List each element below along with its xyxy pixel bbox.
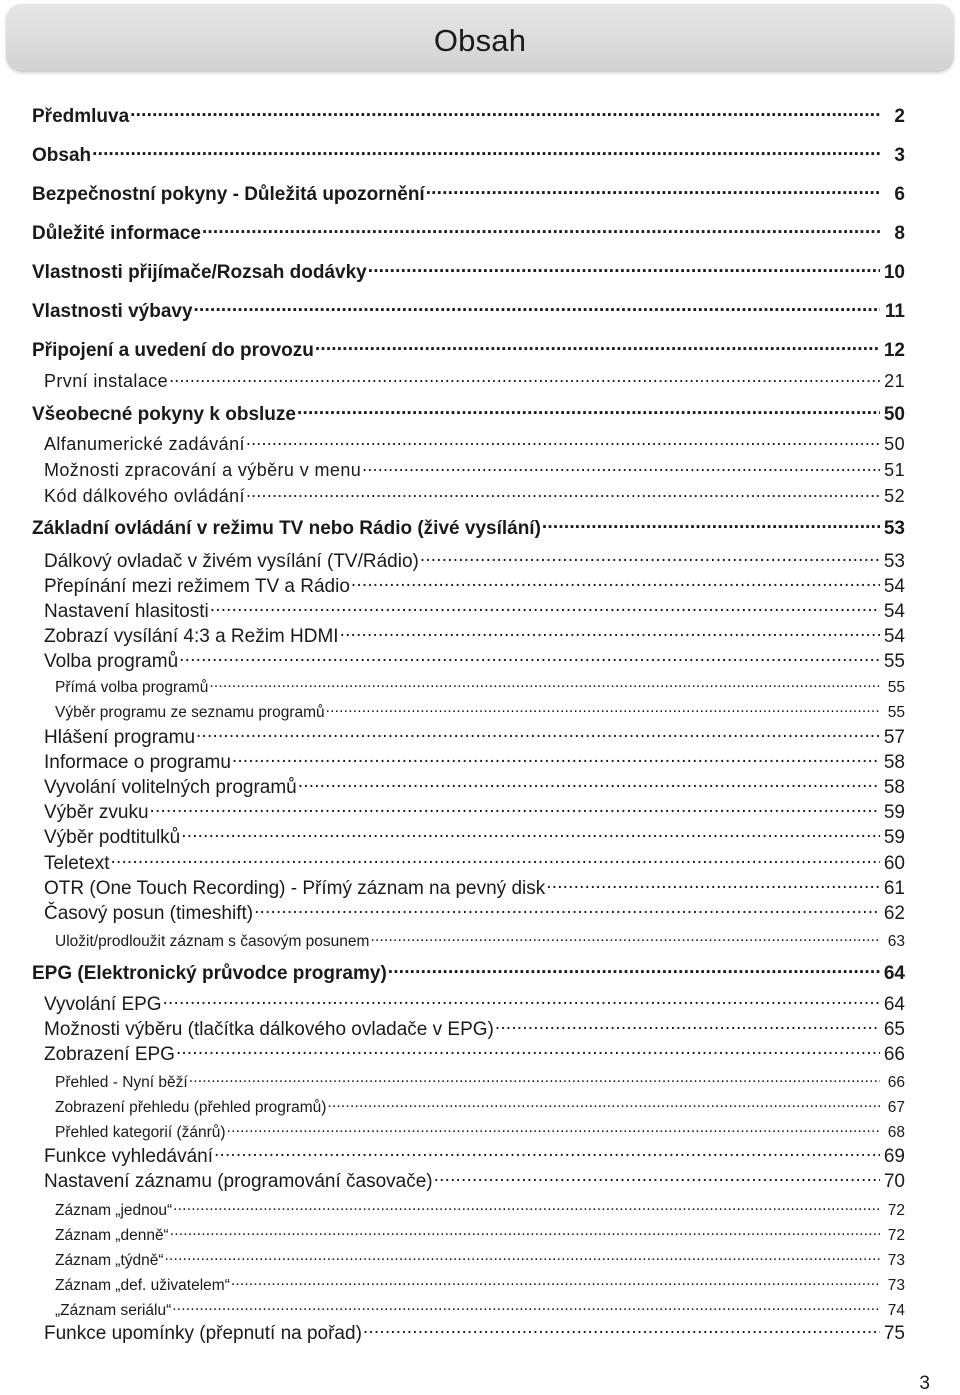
toc-dot-leader (363, 1320, 880, 1339)
header-bar (6, 4, 954, 72)
toc-dot-leader (150, 799, 880, 818)
toc-entry-label: Informace o programu (44, 752, 231, 773)
toc-entry[interactable] (44, 458, 905, 481)
toc-entry-page: 8 (894, 223, 905, 244)
toc-entry-page: 54 (883, 626, 905, 647)
toc-entry-page: 6 (894, 184, 905, 205)
toc-entry[interactable] (55, 1071, 905, 1092)
toc-entry-label: Časový posun (timeshift) (44, 903, 254, 924)
toc-entry-page: 3 (894, 145, 905, 166)
toc-entry-page: 12 (883, 340, 905, 361)
toc-entry[interactable] (44, 1320, 905, 1345)
toc-entry[interactable] (32, 220, 905, 245)
toc-entry[interactable] (55, 1299, 905, 1320)
toc-entry[interactable] (32, 259, 905, 284)
toc-entry-label: Bezpečnostní pokyny - Důležitá upozornění (32, 184, 425, 205)
toc-entry-label: Přehled - Nyní běží (55, 1073, 188, 1091)
toc-entry[interactable] (32, 401, 905, 426)
toc-dot-leader (495, 1016, 880, 1035)
toc-dot-leader (232, 749, 880, 768)
toc-entry[interactable] (55, 1274, 905, 1295)
toc-dot-leader (370, 930, 880, 946)
toc-entry-page: 62 (883, 903, 905, 924)
toc-dot-leader (92, 142, 880, 161)
toc-entry[interactable] (44, 484, 905, 507)
toc-entry[interactable] (44, 369, 905, 392)
toc-entry-page: 50 (883, 404, 905, 425)
toc-entry-page: 63 (887, 932, 905, 950)
page-title: Obsah (433, 23, 527, 58)
toc-dot-leader (110, 850, 880, 869)
toc-entry-label: Přepínání mezi režimem TV a Rádio (44, 576, 350, 597)
toc-entry-page: 61 (883, 878, 905, 899)
toc-dot-leader (169, 369, 880, 387)
toc-entry-label: Vyvolání EPG (44, 994, 162, 1015)
toc-entry[interactable] (44, 1168, 905, 1193)
page-number: 3 (919, 1373, 930, 1394)
toc-entry-label: Výběr podtitulků (44, 827, 181, 848)
toc-entry[interactable] (32, 103, 905, 128)
toc-dot-leader (176, 1041, 880, 1060)
toc-dot-leader (165, 1249, 880, 1265)
toc-entry-page: 55 (887, 678, 905, 696)
toc-entry-label: Přehled kategorií (žánrů) (55, 1123, 226, 1141)
toc-entry-page: 72 (887, 1201, 905, 1219)
toc-entry[interactable] (44, 875, 905, 900)
toc-entry-label: Připojení a uvedení do provozu (32, 340, 314, 361)
toc-entry[interactable] (44, 799, 905, 824)
toc-entry-label: Záznam „týdně“ (55, 1251, 164, 1269)
toc-entry[interactable] (44, 774, 905, 799)
toc-dot-leader (170, 1224, 880, 1240)
toc-entry-label: Možnosti výběru (tlačítka dálkového ovladače v EPG) (44, 1019, 494, 1040)
toc-entry-page: 59 (883, 827, 905, 848)
toc-entry-label: Zobrazí vysílání 4:3 a Režim HDMI (44, 626, 339, 647)
toc-entry-label: Předmluva (32, 106, 130, 127)
toc-entry[interactable] (32, 142, 905, 167)
toc-entry[interactable] (44, 623, 905, 648)
toc-entry[interactable] (55, 930, 905, 951)
toc-entry[interactable] (55, 1199, 905, 1220)
toc-dot-leader (227, 1121, 880, 1137)
toc-entry[interactable] (44, 432, 905, 455)
toc-entry[interactable] (55, 1121, 905, 1142)
toc-dot-leader (209, 676, 880, 692)
toc-dot-leader (246, 432, 880, 450)
toc-entry-label: Funkce upomínky (přepnutí na pořad) (44, 1323, 362, 1344)
toc-entry[interactable] (44, 749, 905, 774)
toc-entry-label: Všeobecné pokyny k obsluze (32, 404, 296, 425)
toc-dot-leader (388, 960, 880, 979)
toc-entry-page: 54 (883, 601, 905, 622)
toc-entry-label: Výběr zvuku (44, 802, 149, 823)
toc-entry-label: Teletext (44, 853, 110, 874)
toc-dot-leader (214, 1143, 880, 1162)
toc-entry-label: Základní ovládání v režimu TV nebo Rádio (živé vysílání) (32, 518, 541, 539)
toc-entry[interactable] (44, 824, 905, 849)
toc-entry-page: 60 (883, 853, 905, 874)
toc-entry[interactable] (44, 724, 905, 749)
toc-entry[interactable] (55, 701, 905, 722)
toc-entry-page: 69 (883, 1146, 905, 1167)
toc-entry[interactable] (55, 1249, 905, 1270)
toc-dot-leader (254, 900, 880, 919)
toc-entry-label: Zobrazení EPG (44, 1044, 175, 1065)
toc-entry-label: První instalace (44, 371, 169, 391)
toc-entry-label: Obsah (32, 145, 92, 166)
toc-entry-label: Nastavení záznamu (programování časovače) (44, 1171, 433, 1192)
toc-dot-leader (173, 1199, 880, 1215)
toc-entry[interactable] (55, 676, 905, 697)
toc-entry-page: 68 (887, 1123, 905, 1141)
toc-entry-label: Kód dálkového ovládání (44, 486, 245, 506)
toc-entry[interactable] (44, 850, 905, 875)
toc-entry-page: 50 (884, 434, 905, 454)
toc-dot-leader (351, 573, 880, 592)
toc-entry-page: 10 (883, 262, 905, 283)
toc-entry-label: Záznam „jednou“ (55, 1201, 173, 1219)
toc-entry[interactable] (55, 1096, 905, 1117)
toc-dot-leader (196, 724, 880, 743)
toc-entry-label: Výběr programu ze seznamu programů (55, 703, 325, 721)
toc-entry-label: OTR (One Touch Recording) - Přímý záznam na pevný disk (44, 878, 546, 899)
toc-entry-page: 55 (887, 703, 905, 721)
toc-entry-page: 66 (887, 1073, 905, 1091)
toc-entry-label: Přímá volba programů (55, 678, 209, 696)
toc-entry-page: 11 (884, 301, 905, 322)
toc-entry[interactable] (32, 515, 905, 540)
toc-entry-page: 74 (887, 1301, 905, 1319)
toc-entry-label: Vyvolání volitelných programů (44, 777, 297, 798)
toc-dot-leader (298, 774, 880, 793)
toc-entry[interactable] (44, 1041, 905, 1066)
toc-entry[interactable] (44, 573, 905, 598)
toc-dot-leader (420, 548, 880, 567)
toc-entry-page: 21 (884, 371, 905, 391)
toc-dot-leader (202, 220, 880, 239)
toc-dot-leader (340, 623, 880, 642)
toc-dot-leader (426, 181, 880, 200)
toc-entry-label: Volba programů (44, 651, 179, 672)
toc-entry[interactable] (32, 960, 905, 985)
toc-entry-page: 64 (883, 994, 905, 1015)
toc-dot-leader (179, 648, 880, 667)
toc-entry[interactable] (44, 1143, 905, 1168)
toc-dot-leader (172, 1299, 880, 1315)
toc-entry-label: Zobrazení přehledu (přehled programů) (55, 1098, 327, 1116)
toc-entry-label: Funkce vyhledávání (44, 1146, 213, 1167)
toc-entry-label: Hlášení programu (44, 727, 196, 748)
toc-dot-leader (181, 824, 880, 843)
toc-entry-label: Alfanumerické zadávání (44, 434, 245, 454)
toc-entry[interactable] (44, 648, 905, 673)
toc-entry-label: Záznam „def. uživatelem“ (55, 1276, 230, 1294)
toc-dot-leader (327, 1096, 880, 1112)
toc-entry-page: 75 (883, 1323, 905, 1344)
toc-entry-page: 54 (883, 576, 905, 597)
toc-entry-page: 65 (883, 1019, 905, 1040)
toc-entry-label: Možnosti zpracování a výběru v menu (44, 460, 362, 480)
toc-dot-leader (326, 701, 880, 717)
toc-entry-page: 53 (883, 551, 905, 572)
toc-dot-leader (194, 298, 880, 317)
toc-entry-label: Uložit/prodloužit záznam s časovým posunem (55, 932, 370, 950)
toc-entry-label: „Záznam seriálu“ (55, 1301, 172, 1319)
toc-dot-leader (163, 991, 880, 1010)
toc-entry-label: EPG (Elektronický průvodce programy) (32, 963, 387, 984)
toc-dot-leader (246, 484, 880, 502)
toc-entry-page: 55 (883, 651, 905, 672)
toc-entry-label: Záznam „denně“ (55, 1226, 169, 1244)
toc-entry-label: Nastavení hlasitosti (44, 601, 209, 622)
toc-entry-page: 70 (883, 1171, 905, 1192)
toc-dot-leader (434, 1168, 880, 1187)
toc-entry[interactable] (44, 900, 905, 925)
toc-entry-label: Důležité informace (32, 223, 201, 244)
toc-dot-leader (542, 515, 880, 534)
toc-entry-page: 2 (894, 106, 905, 127)
toc-dot-leader (362, 458, 880, 476)
toc-entry-page: 73 (887, 1251, 905, 1269)
toc-entry[interactable] (32, 337, 905, 362)
toc-dot-leader (130, 103, 880, 122)
toc-entry[interactable] (44, 598, 905, 623)
toc-entry[interactable] (55, 1224, 905, 1245)
toc-dot-leader (210, 598, 880, 617)
toc-entry-label: Dálkový ovladač v živém vysílání (TV/Rádio) (44, 551, 419, 572)
toc-entry-page: 64 (883, 963, 905, 984)
toc-entry-page: 52 (884, 486, 905, 506)
toc-dot-leader (315, 337, 880, 356)
toc-entry-page: 58 (883, 752, 905, 773)
toc-entry-page: 51 (884, 460, 905, 480)
toc-entry-page: 67 (887, 1098, 905, 1116)
toc-entry-page: 72 (887, 1226, 905, 1244)
toc-dot-leader (546, 875, 880, 894)
toc-entry-label: Vlastnosti výbavy (32, 301, 193, 322)
toc-dot-leader (297, 401, 880, 420)
toc-entry-label: Vlastnosti přijímače/Rozsah dodávky (32, 262, 367, 283)
toc-entry[interactable] (44, 548, 905, 573)
toc-entry-page: 53 (883, 518, 905, 539)
toc-dot-leader (368, 259, 880, 278)
toc-entry-page: 66 (883, 1044, 905, 1065)
toc-dot-leader (231, 1274, 880, 1290)
toc-entry-page: 58 (883, 777, 905, 798)
toc-entry-page: 57 (883, 727, 905, 748)
toc-entry[interactable] (32, 181, 905, 206)
toc-entry[interactable] (44, 1016, 905, 1041)
toc-entry-page: 73 (887, 1276, 905, 1294)
toc-entry-page: 59 (883, 802, 905, 823)
toc-entry[interactable] (44, 991, 905, 1016)
toc-entry[interactable] (32, 298, 905, 323)
toc-dot-leader (189, 1071, 880, 1087)
